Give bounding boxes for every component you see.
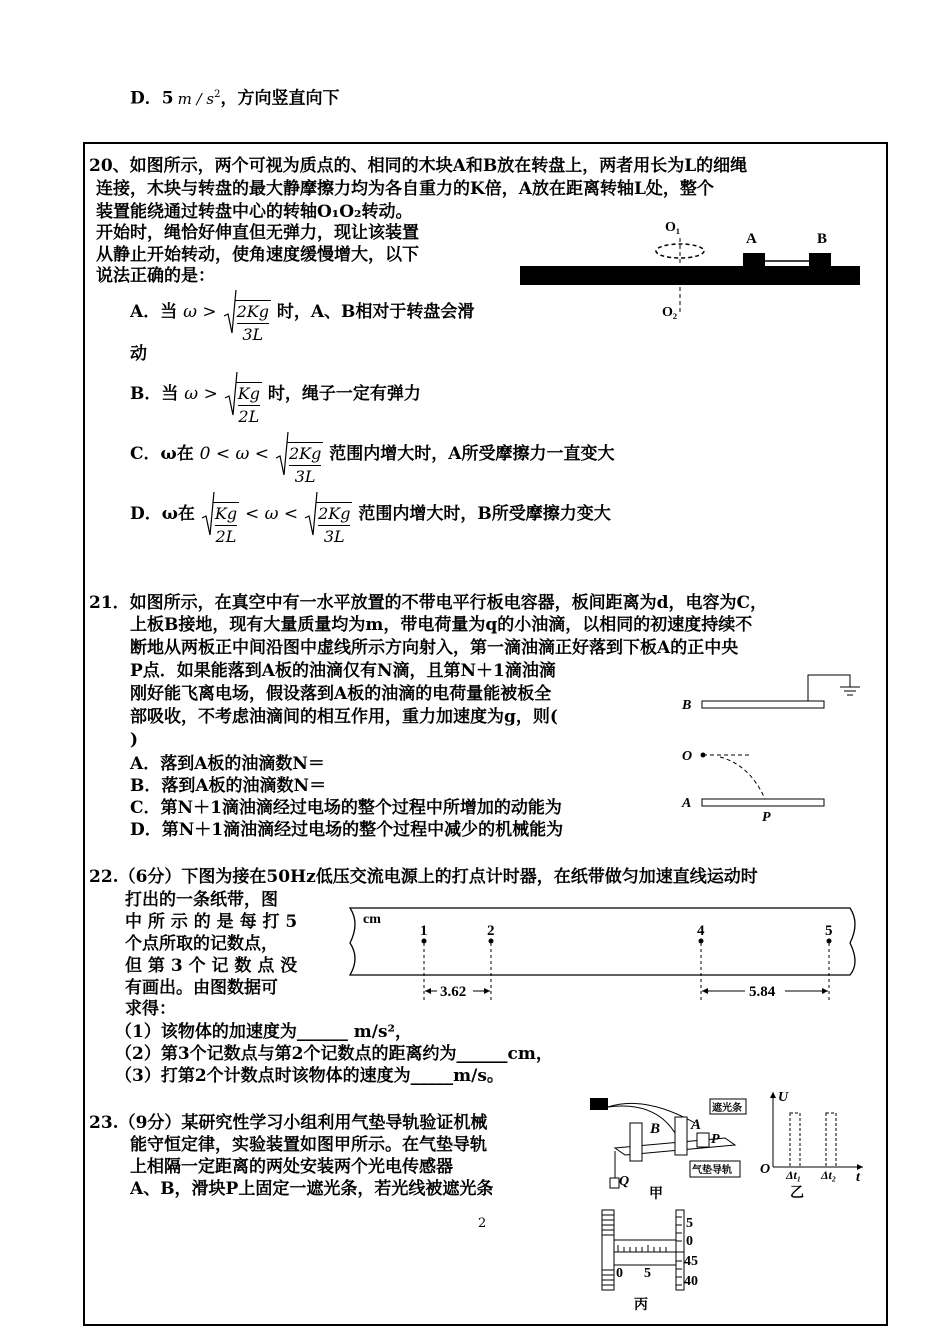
point-o-label: O — [682, 749, 693, 764]
q22-line2: 打出的一条纸带，图 — [125, 890, 278, 910]
point-5: 5 — [825, 923, 833, 939]
sqrt-2kg-3l: $\frac{2Kg}{3L}$ — [223, 288, 271, 346]
q22-line7: 求得： — [125, 999, 176, 1019]
o1-label: O₁ — [665, 220, 681, 235]
q20-option-c: C．ω在 0 < ω < $\frac{2Kg}{3L}$ 范围内增大时，A所受摩擦力一直变大 — [130, 430, 614, 488]
tape-figure — [345, 903, 867, 1003]
q21-line1: 21．如图所示，在真空中有一水平放置的不带电平行板电容器，板间距离为d，电容为C， — [89, 593, 768, 613]
fig-jia-label: 甲 — [649, 1187, 663, 1202]
q20-line6: 说法正确的是： — [96, 266, 215, 286]
q21-option-c: C．第N＋1滴油滴经过电场的整个过程中所增加的动能为 — [130, 798, 562, 818]
sensor-b-label: B — [650, 1121, 661, 1137]
q22-line4: 个点所取的记数点， — [125, 934, 278, 954]
q23-line4: A、B，滑块P上固定一遮光条，若光线被遮光条 — [130, 1179, 494, 1199]
q22-sub3: （3）打第2个计数点时该物体的速度为_____m/s。 — [115, 1066, 504, 1086]
q21-option-d: D．第N＋1滴油滴经过电场的整个过程中减少的机械能为 — [130, 820, 564, 840]
q21-line5: 刚好能飞离电场，假设落到A板的油滴的电荷量能被板全 — [130, 684, 552, 704]
point-1: 1 — [420, 923, 428, 939]
block-b-label: B — [817, 231, 828, 247]
q21-line4: P点．如果能落到A板的油滴仅有N滴，且第N＋1滴油滴 — [130, 661, 556, 681]
q22-line1: 22.（6分）下图为接在50Hz低压交流电源上的打点计时器，在纸带做匀加速直线运动时 — [89, 867, 758, 887]
sensor-a-label: A — [691, 1117, 702, 1133]
q20-option-d: D．ω在 $\frac{Kg}{2L}$ < ω < $\frac{2Kg}{3L}$ 范围内增大时，B所受摩擦力变大 — [130, 490, 611, 548]
main-scale-0: 0 — [616, 1266, 623, 1281]
q23-line3: 上相隔一定距离的两处安装两个光电传感器 — [130, 1157, 453, 1177]
point-4: 4 — [697, 923, 705, 939]
vernier-40: 40 — [684, 1274, 698, 1289]
axis-u: U — [778, 1090, 789, 1105]
fig-yi-label: 乙 — [790, 1186, 804, 1201]
slider-p-label: P — [711, 1132, 720, 1147]
q21-option-b: B．落到A板的油滴数N＝ — [130, 776, 327, 796]
q22-line3: 中 所 示 的 是 每 打 5 — [125, 912, 298, 932]
q20-option-a: A．当 ω > $\frac{2Kg}{3L}$ 时，A、B相对于转盘会滑 — [130, 288, 474, 346]
dt2-label: Δt₂ — [821, 1168, 837, 1182]
q20-line4: 开始时，绳恰好伸直但无弹力，现让该装置 — [96, 223, 419, 243]
main-scale-5: 5 — [644, 1266, 651, 1281]
shade-strip-label: 遮光条 — [712, 1103, 742, 1114]
fig-bing-label: 丙 — [634, 1298, 648, 1313]
q20-line2: 连接，木块与转盘的最大静摩擦力均为各自重力的K倍，A放在距离转轴L处，整个 — [96, 179, 714, 199]
vernier-5: 5 — [686, 1216, 693, 1231]
dt1-label: Δt₁ — [786, 1168, 802, 1182]
o2-label: O₂ — [662, 305, 678, 320]
turntable-figure — [515, 213, 865, 323]
q22-line5: 但 第 3 个 记 数 点 没 — [125, 956, 298, 976]
micrometer-figure — [596, 1205, 716, 1315]
q20-line5: 从静止开始转动，使角速度缓慢增大，以下 — [96, 245, 419, 265]
voltage-graph — [758, 1087, 868, 1202]
q21-line3: 断地从两板正中间沿图中虚线所示方向射入，第一滴油滴正好落到下板A的正中央 — [130, 638, 739, 658]
q21-line6: 部吸收，不考虑油滴间的相互作用，重力加速度为g，则( — [130, 707, 558, 727]
vernier-45: 45 — [684, 1254, 698, 1269]
axis-origin: O — [760, 1162, 771, 1177]
vernier-0: 0 — [686, 1234, 693, 1249]
point-p-label: P — [762, 810, 771, 825]
air-rail-label: 气垫导轨 — [692, 1165, 732, 1176]
air-track-figure — [585, 1093, 750, 1203]
q20-line1: 20、如图所示，两个可视为质点的、相同的木块A和B放在转盘上，两者用长为L的细绳 — [89, 156, 748, 176]
point-2: 2 — [487, 923, 495, 939]
q23-line2: 能守恒定律，实验装置如图甲所示。在气垫导轨 — [130, 1135, 487, 1155]
plate-a-label: A — [682, 796, 692, 811]
q21-line2: 上板B接地，现有大量质量均为m，带电荷量为q的小油滴，以相同的初速度持续不 — [130, 615, 753, 635]
tape-unit: cm — [363, 912, 381, 927]
plate-b-label: B — [682, 698, 692, 713]
prev-option-d: D．5 m / $s^2$，方向竖直向下 — [130, 88, 340, 109]
capacitor-figure — [680, 665, 870, 825]
q22-sub1: （1）该物体的加速度为______ m/s²， — [115, 1022, 412, 1042]
q21-line7: ) — [130, 730, 139, 750]
q20-option-b: B．当 ω > $\frac{Kg}{2L}$ 时，绳子一定有弹力 — [130, 370, 421, 428]
q22-sub2: （2）第3个记数点与第2个记数点的距离约为______cm， — [115, 1044, 553, 1064]
q22-line6: 有画出。由图数据可 — [125, 978, 278, 998]
block-a-label: A — [746, 231, 757, 247]
distance-5-84: 5.84 — [749, 984, 776, 1000]
axis-t: t — [856, 1170, 860, 1185]
page-number: 2 — [478, 1216, 487, 1231]
q20-option-a-cont: 动 — [130, 344, 147, 364]
weight-q-label: Q — [619, 1174, 630, 1189]
q20-line3: 装置能绕通过转盘中心的转轴O₁O₂转动。 — [96, 202, 413, 222]
distance-3-62: 3.62 — [440, 984, 467, 1000]
q21-option-a: A．落到A板的油滴数N＝ — [130, 754, 325, 774]
q23-line1: 23.（9分）某研究性学习小组利用气垫导轨验证机械 — [89, 1113, 488, 1133]
